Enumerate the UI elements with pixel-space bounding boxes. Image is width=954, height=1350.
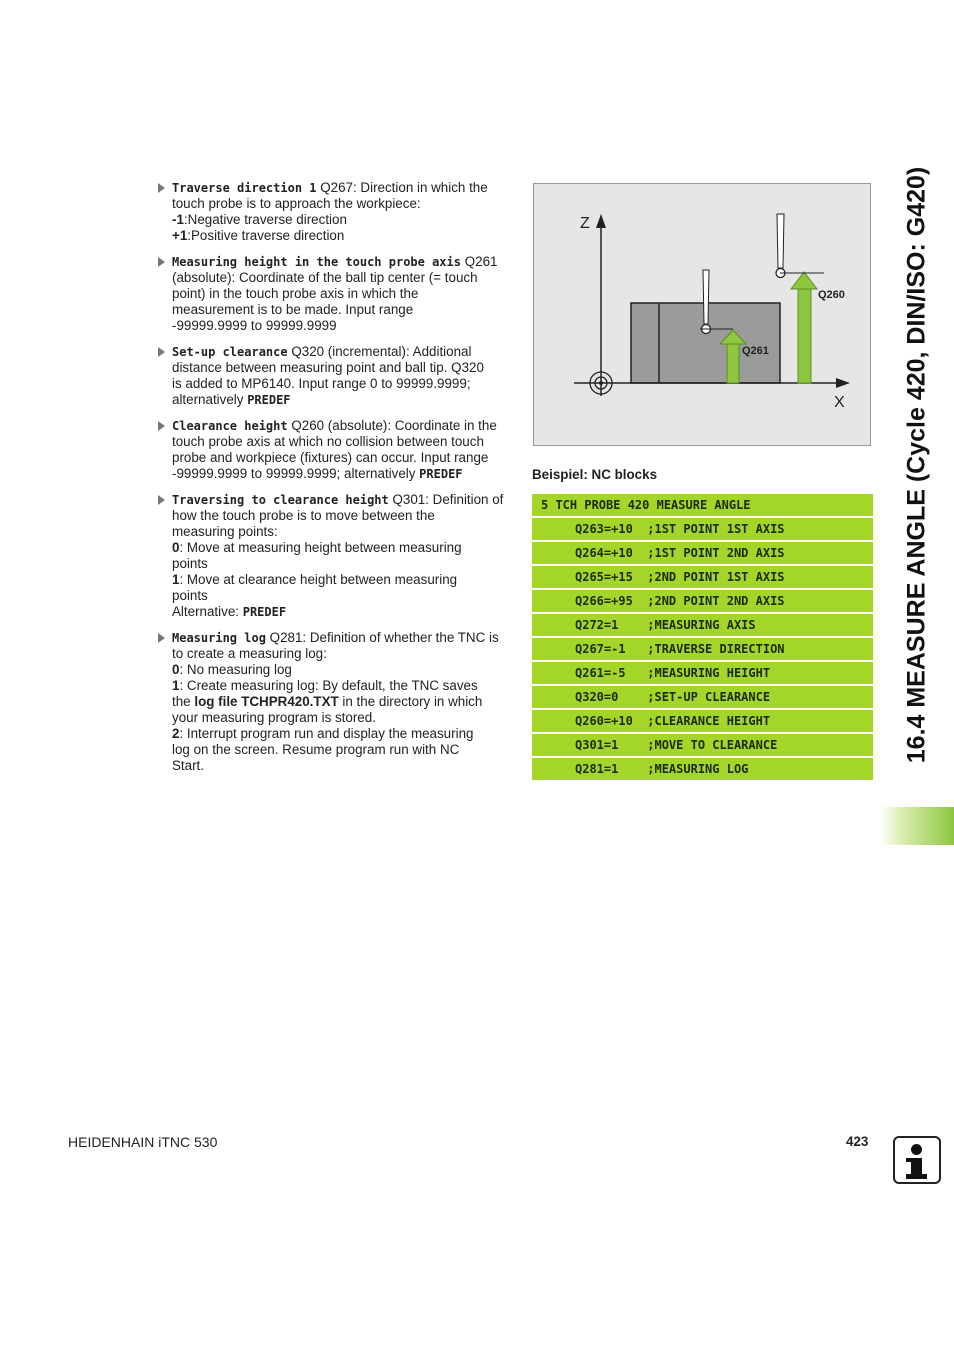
param-text-line: [172, 710, 510, 726]
example-heading: Beispiel: NC blocks: [532, 467, 658, 482]
param-text: Q267: Direction in which the: [320, 180, 488, 195]
param-text: Q261: [464, 254, 498, 269]
nc-block-list: [532, 494, 873, 782]
parameter-list: [158, 180, 510, 784]
param-text-line: [172, 604, 510, 620]
bullet-arrow-icon: [158, 633, 165, 643]
param-text-line: [172, 588, 510, 604]
nc-block-row: Q301=1 ;MOVE TO CLEARANCE: [532, 734, 873, 756]
param-text: -99999.9999 to 99999.9999: [172, 318, 337, 333]
param-text: points: [172, 588, 208, 603]
param-label: Traversing to clearance height: [172, 493, 389, 507]
param-text: :Negative traverse direction: [183, 212, 347, 227]
param-text: how the touch probe is to move between the: [172, 508, 435, 523]
param-text-line: [172, 376, 510, 392]
param-text: probe and workpiece (fixtures) can occur. Input range: [172, 450, 489, 465]
chapter-tab-bar: [880, 807, 954, 845]
x-axis-arrowhead: [836, 378, 850, 388]
param-text: 0: [172, 662, 180, 677]
param-text: 2: [172, 726, 180, 741]
param-text: : Move at clearance height between measuring: [179, 572, 458, 587]
param-text: to create a measuring log:: [172, 646, 327, 661]
param-text-line: [172, 212, 510, 228]
param-text: 1: [172, 572, 180, 587]
param-text: PREDEF: [242, 605, 287, 619]
param-text: alternatively: [172, 392, 248, 407]
param-item: [158, 418, 510, 482]
bullet-arrow-icon: [158, 347, 165, 357]
probe-measuring: [703, 270, 709, 324]
q261-label: Q261: [742, 345, 769, 357]
param-label: Clearance height: [172, 419, 288, 433]
param-label: Measuring height in the touch probe axis: [172, 255, 461, 269]
param-text-line: [172, 466, 510, 482]
param-text: in the directory in which: [338, 694, 483, 709]
param-text-line: [172, 492, 510, 508]
param-text-line: [172, 524, 510, 540]
param-text-line: [172, 228, 510, 244]
info-icon: [893, 1136, 941, 1184]
param-text: +1: [172, 228, 188, 243]
param-label: Set-up clearance: [172, 345, 288, 359]
param-text-line: [172, 742, 510, 758]
param-text-line: [172, 318, 510, 334]
param-text: measuring points:: [172, 524, 278, 539]
param-text: Q260 (absolute): Coordinate in the: [291, 418, 497, 433]
nc-block-row: Q281=1 ;MEASURING LOG: [532, 758, 873, 780]
param-label: Traverse direction 1: [172, 181, 317, 195]
param-text-line: [172, 540, 510, 556]
param-text: PREDEF: [247, 393, 291, 407]
param-item: [158, 344, 510, 408]
param-item: [158, 492, 510, 620]
param-text: 1: [172, 678, 180, 693]
bullet-arrow-icon: [158, 257, 165, 267]
x-axis-label: X: [834, 394, 845, 411]
q260-label: Q260: [818, 289, 845, 301]
param-text-line: [172, 196, 510, 212]
param-text: distance between measuring point and ball tip. Q320: [172, 360, 484, 375]
nc-block-row: Q272=1 ;MEASURING AXIS: [532, 614, 873, 636]
bullet-arrow-icon: [158, 495, 165, 505]
param-text-line: [172, 254, 510, 270]
nc-block-row: Q260=+10 ;CLEARANCE HEIGHT: [532, 710, 873, 732]
param-text: -1: [172, 212, 184, 227]
param-text: point) in the touch probe axis in which the: [172, 286, 419, 301]
bullet-arrow-icon: [158, 421, 165, 431]
param-text-line: [172, 434, 510, 450]
param-text: Q301: Definition of: [392, 492, 504, 507]
param-item: [158, 254, 510, 334]
param-text: Start.: [172, 758, 204, 773]
param-text-line: [172, 758, 510, 774]
param-text: :Positive traverse direction: [187, 228, 345, 243]
param-text-line: [172, 180, 510, 196]
param-text-line: [172, 450, 510, 466]
q260-arrow: [798, 288, 811, 383]
param-text-line: [172, 392, 510, 408]
param-text: touch probe axis at which no collision between touch: [172, 434, 484, 449]
param-text-line: [172, 678, 510, 694]
probe-clearance: [777, 214, 784, 268]
param-text: measurement is to be made. Input range: [172, 302, 414, 317]
param-text-line: [172, 360, 510, 376]
param-text-line: [172, 726, 510, 742]
nc-block-row: 5 TCH PROBE 420 MEASURE ANGLE: [532, 494, 873, 516]
param-item: [158, 180, 510, 244]
nc-block-row: Q263=+10 ;1ST POINT 1ST AXIS: [532, 518, 873, 540]
param-text-line: [172, 286, 510, 302]
param-text: points: [172, 556, 208, 571]
param-label: Measuring log: [172, 631, 266, 645]
param-text-line: [172, 556, 510, 572]
param-text: : Interrupt program run and display the measuring: [179, 726, 474, 741]
z-axis-label: Z: [580, 215, 590, 232]
nc-block-row: Q320=0 ;SET-UP CLEARANCE: [532, 686, 873, 708]
param-text: (absolute): Coordinate of the ball tip center (= touch: [172, 270, 478, 285]
param-text: the: [172, 694, 195, 709]
param-text: your measuring program is stored.: [172, 710, 376, 725]
param-text-line: [172, 302, 510, 318]
nc-block-row: Q266=+95 ;2ND POINT 2ND AXIS: [532, 590, 873, 612]
param-text: -99999.9999 to 99999.9999; alternatively: [172, 466, 420, 481]
nc-block-row: Q261=-5 ;MEASURING HEIGHT: [532, 662, 873, 684]
param-text: is added to MP6140. Input range 0 to 99999.9999;: [172, 376, 471, 391]
param-text: Q320 (incremental): Additional: [291, 344, 472, 359]
param-text-line: [172, 508, 510, 524]
param-text: PREDEF: [419, 467, 463, 481]
param-text: Alternative:: [172, 604, 243, 619]
param-text-line: [172, 418, 510, 434]
figure-drawing: [534, 184, 872, 447]
nc-block-row: Q267=-1 ;TRAVERSE DIRECTION: [532, 638, 873, 660]
footer-product: HEIDENHAIN iTNC 530: [68, 1134, 218, 1150]
chapter-side-title: [880, 130, 954, 800]
z-axis-arrowhead: [596, 214, 606, 228]
param-text: touch probe is to approach the workpiece:: [172, 196, 421, 211]
param-text: : Move at measuring height between measuring: [179, 540, 462, 555]
param-text-line: [172, 344, 510, 360]
chapter-title-text: 16.4 MEASURE ANGLE (Cycle 420, DIN/ISO: G420): [902, 166, 931, 764]
bullet-arrow-icon: [158, 183, 165, 193]
param-text: log file TCHPR420.TXT: [194, 694, 339, 709]
param-text: : No measuring log: [179, 662, 292, 677]
param-text: Q281: Definition of whether the TNC is: [269, 630, 499, 645]
param-text-line: [172, 694, 510, 710]
param-text-line: [172, 572, 510, 588]
nc-block-row: Q265=+15 ;2ND POINT 1ST AXIS: [532, 566, 873, 588]
measure-angle-figure: [533, 183, 871, 446]
nc-block-row: Q264=+10 ;1ST POINT 2ND AXIS: [532, 542, 873, 564]
param-text-line: [172, 646, 510, 662]
param-text: log on the screen. Resume program run with NC: [172, 742, 460, 757]
param-text: : Create measuring log: By default, the TNC saves: [179, 678, 478, 693]
page-number: 423: [846, 1134, 869, 1149]
param-text-line: [172, 630, 510, 646]
param-text-line: [172, 662, 510, 678]
param-text-line: [172, 270, 510, 286]
param-text: 0: [172, 540, 180, 555]
param-item: [158, 630, 510, 774]
